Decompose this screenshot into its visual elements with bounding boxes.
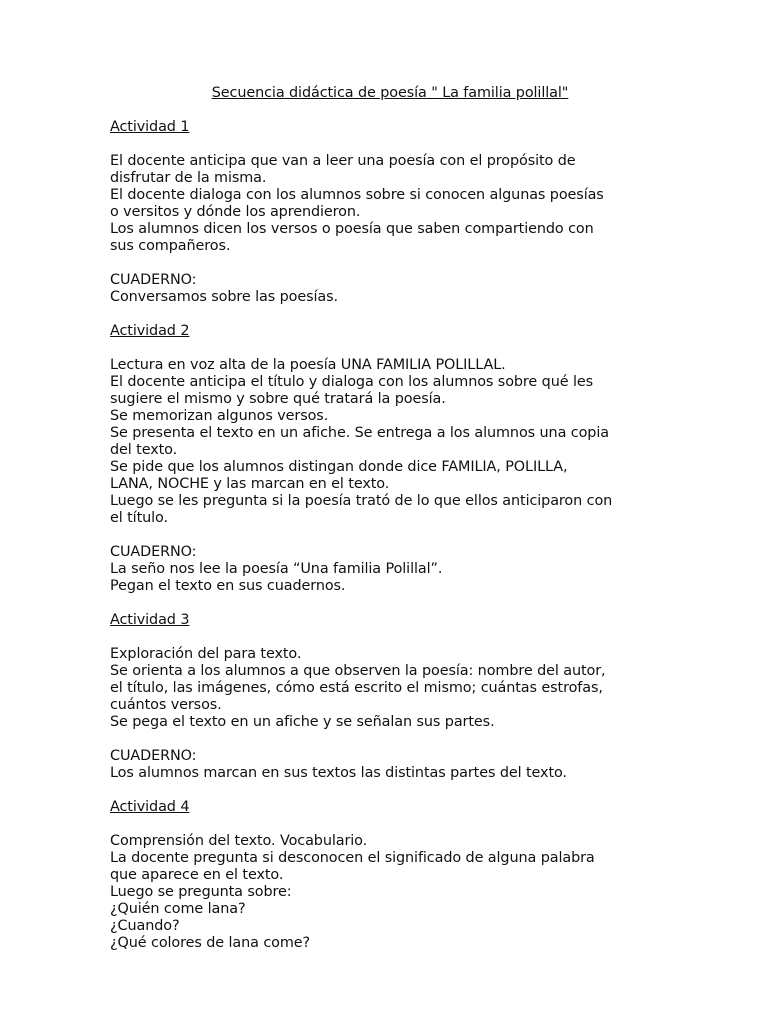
text-line: disfrutar de la misma. [110,170,267,186]
text-line: El docente anticipa que van a leer una poesía con el propósito de [110,153,576,169]
text-line: Se orienta a los alumnos a que observen la poesía: nombre del autor, [110,663,606,679]
section-actividad-1 [110,119,670,306]
paragraph [110,833,670,952]
notebook-label: CUADERNO: [110,544,197,560]
text-line: Lectura en voz alta de la poesía UNA FAMILIA POLILLAL. [110,357,506,373]
document-title: Secuencia didáctica de poesía " La familia polillal" [211,85,569,101]
text-line: Se memorizan algunos versos. [110,408,329,424]
text-line: Pegan el texto en sus cuadernos. [110,578,346,594]
notebook-label: CUADERNO: [110,272,197,288]
question-line: ¿Cuando? [110,918,180,934]
document-page [110,85,670,969]
text-line: Se pega el texto en un afiche y se señalan sus partes. [110,714,495,730]
text-line: Se pide que los alumnos distingan donde dice FAMILIA, POLILLA, [110,459,568,475]
text-line: sugiere el mismo y sobre qué tratará la poesía. [110,391,446,407]
text-line: Conversamos sobre las poesías. [110,289,339,305]
notebook-paragraph [110,272,670,306]
question-line: ¿Qué colores de lana come? [110,935,311,951]
text-line: el título. [110,510,168,526]
paragraph [110,357,670,527]
text-line: La seño nos lee la poesía “Una familia Polillal”. [110,561,443,577]
text-line: Los alumnos marcan en sus textos las distintas partes del texto. [110,765,567,781]
text-line: Luego se pregunta sobre: [110,884,292,900]
section-actividad-2 [110,323,670,595]
section-heading: Actividad 3 [110,612,190,628]
paragraph [110,153,670,255]
text-line: La docente pregunta si desconocen el significado de alguna palabra [110,850,595,866]
notebook-paragraph [110,544,670,595]
question-line: ¿Quién come lana? [110,901,246,917]
text-line: Se presenta el texto en un afiche. Se entrega a los alumnos una copia [110,425,609,441]
section-heading: Actividad 2 [110,323,190,339]
text-line: o versitos y dónde los aprendieron. [110,204,361,220]
text-line: Exploración del para texto. [110,646,302,662]
section-heading: Actividad 1 [110,119,190,135]
text-line: El docente dialoga con los alumnos sobre si conocen algunas poesías [110,187,604,203]
text-line: Luego se les pregunta si la poesía trató de lo que ellos anticiparon con [110,493,613,509]
text-line: El docente anticipa el título y dialoga con los alumnos sobre qué les [110,374,593,390]
paragraph [110,646,670,731]
notebook-label: CUADERNO: [110,748,197,764]
section-actividad-4 [110,799,670,952]
text-line: que aparece en el texto. [110,867,284,883]
text-line: LANA, NOCHE y las marcan en el texto. [110,476,390,492]
text-line: Comprensión del texto. Vocabulario. [110,833,368,849]
section-heading: Actividad 4 [110,799,190,815]
notebook-paragraph [110,748,670,782]
text-line: sus compañeros. [110,238,231,254]
text-line: cuántos versos. [110,697,222,713]
text-line: el título, las imágenes, cómo está escrito el mismo; cuántas estrofas, [110,680,603,696]
text-line: Los alumnos dicen los versos o poesía que saben compartiendo con [110,221,594,237]
section-actividad-3 [110,612,670,782]
text-line: del texto. [110,442,178,458]
